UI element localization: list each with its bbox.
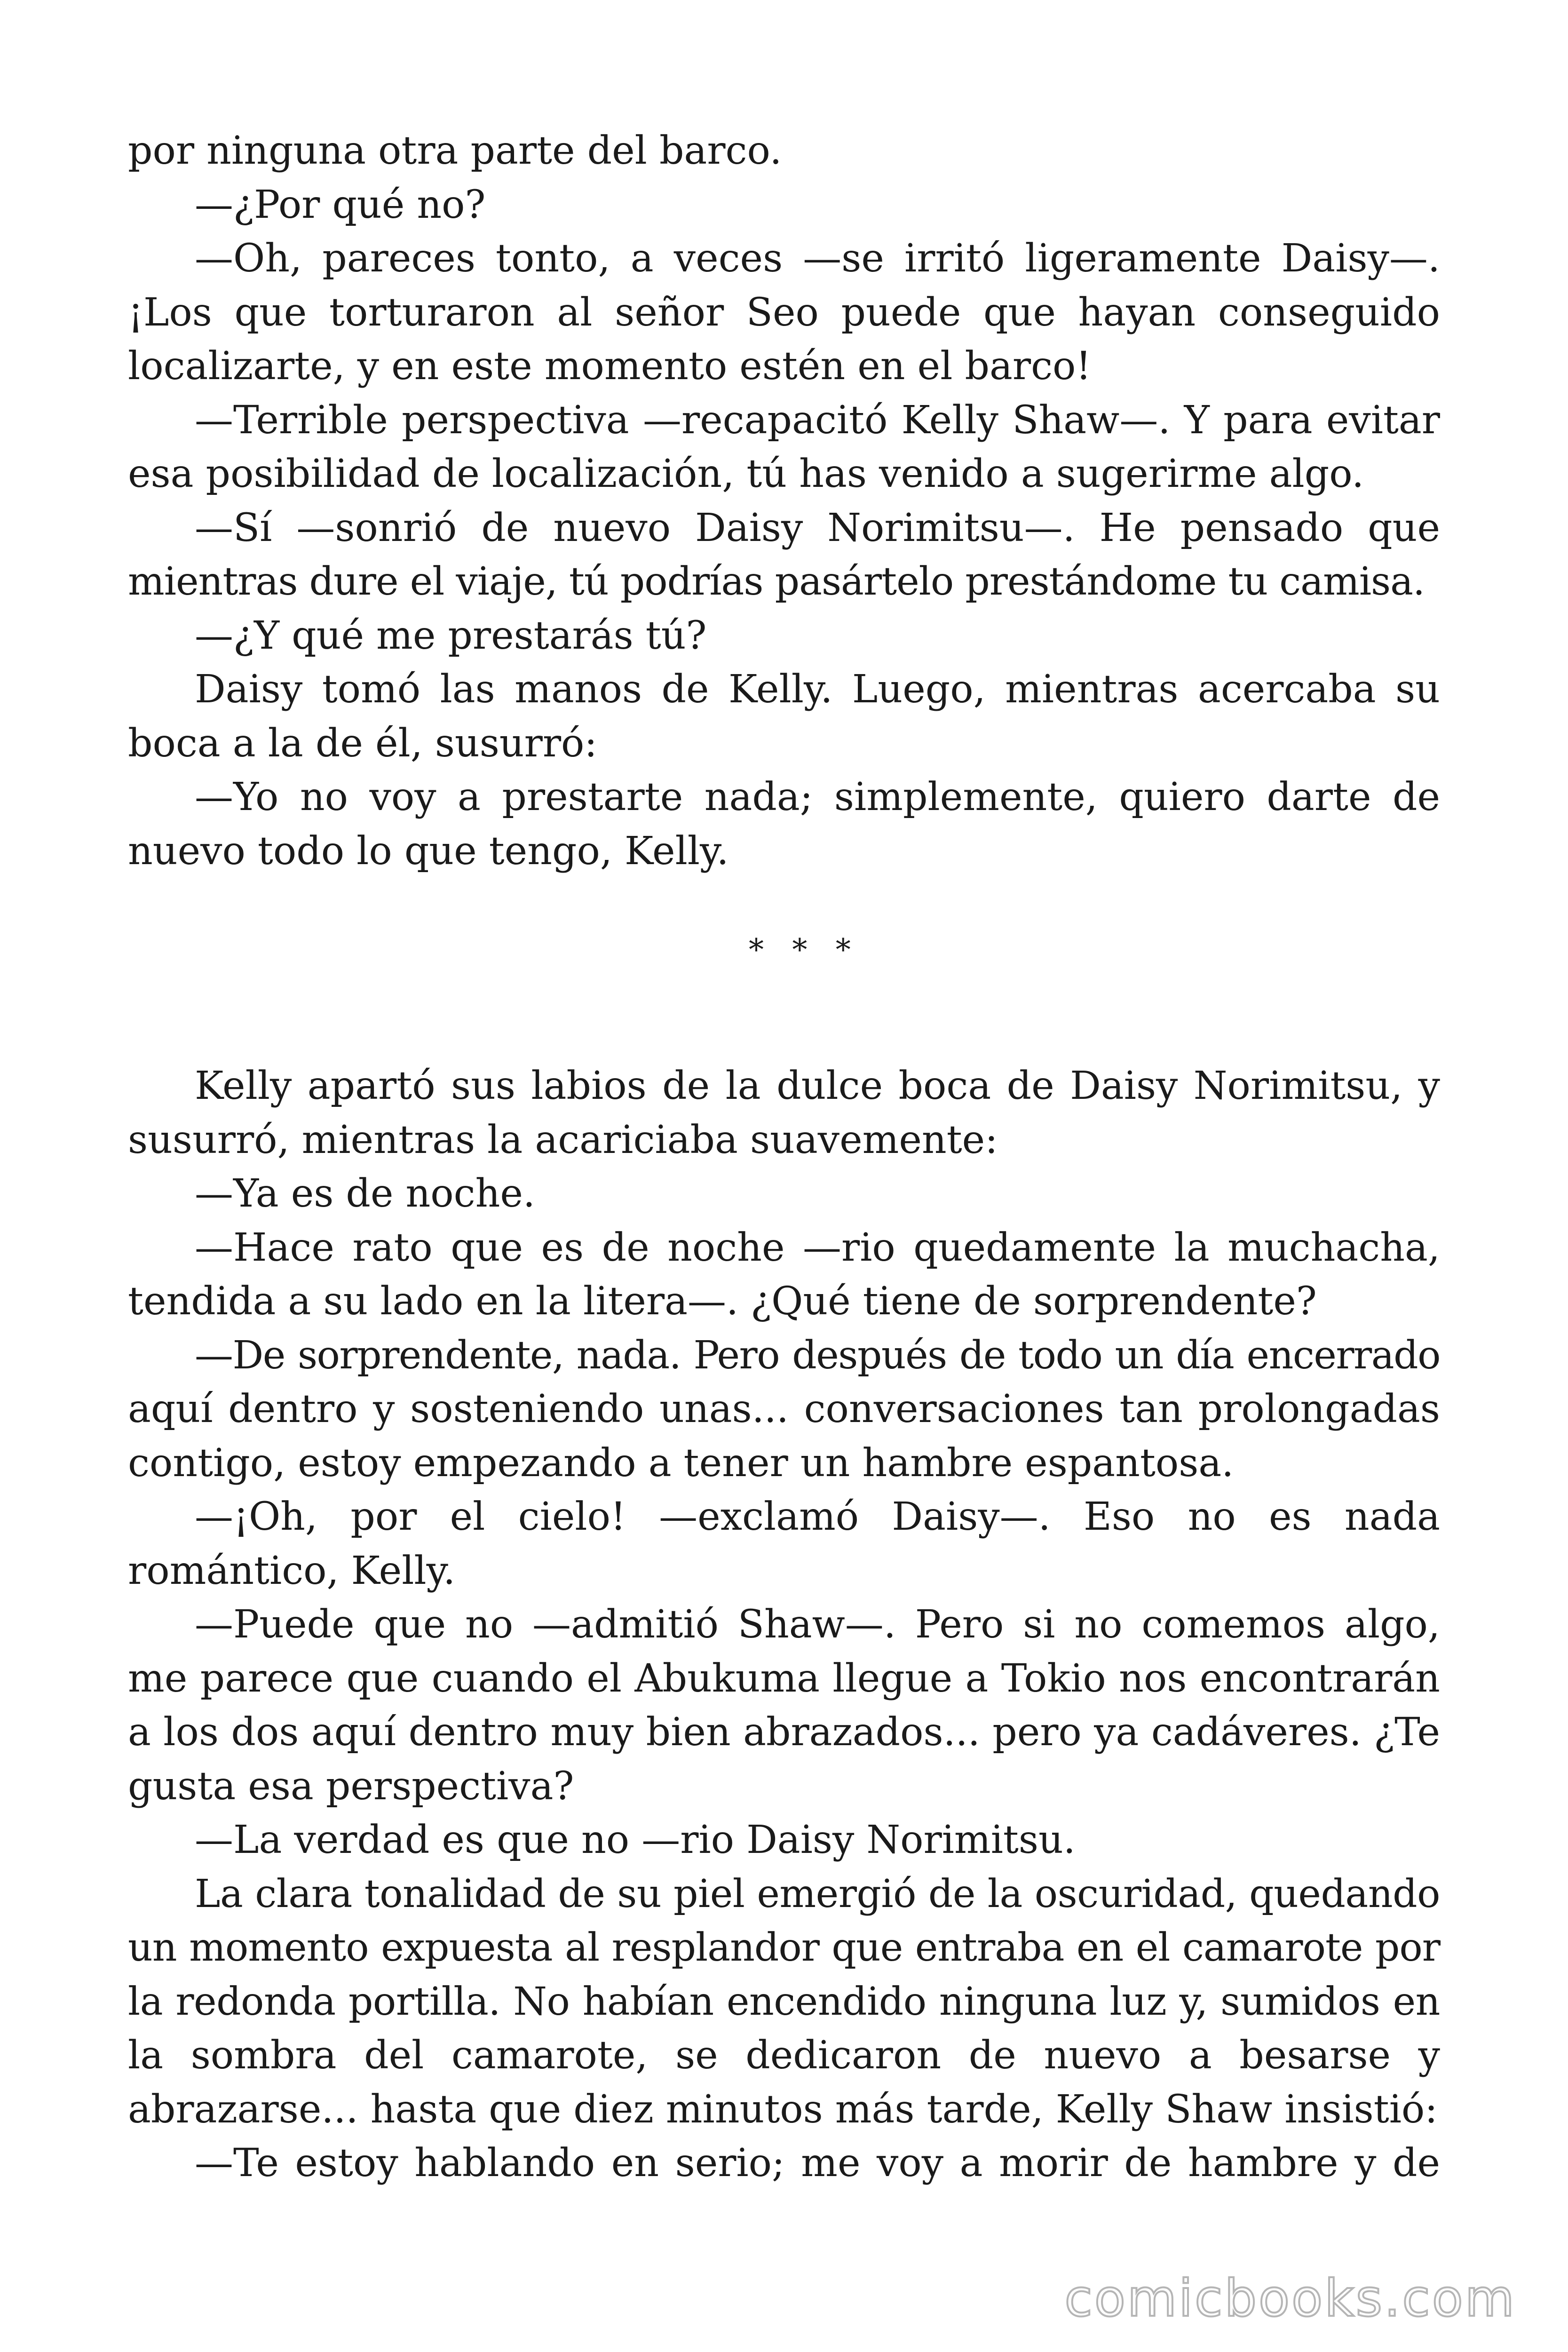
text-line: ¡Los que torturaron al señor Seo puede que hayan conseguido [128,290,1440,335]
text-line: un momento expuesta al resplandor que entraba en el camarote por [128,1925,1440,1970]
text-line: boca a la de él, susurró: [128,721,598,766]
text-line: localizarte, y en este momento estén en el barco! [128,344,1092,389]
text-line: la sombra del camarote, se dedicaron de nuevo a besarse y [128,2033,1440,2078]
text-line: por ninguna otra parte del barco. [128,128,782,173]
text-line: —Sí —sonrió de nuevo Daisy Norimitsu—. He pensado que [195,505,1440,550]
text-line: esa posibilidad de localización, tú has venido a sugerirme algo. [128,452,1364,496]
text-line: —Hace rato que es de noche —rio quedamente la muchacha, [195,1225,1440,1270]
text-line: a los dos aquí dentro muy bien abrazados... pero ya cadáveres. ¿Te [128,1710,1440,1755]
text-line: —¿Y qué me prestarás tú? [195,613,707,658]
text-line: la redonda portilla. No habían encendido ninguna luz y, sumidos en [128,1979,1440,2024]
text-line: abrazarse... hasta que diez minutos más tarde, Kelly Shaw insistió: [128,2087,1438,2132]
text-line: susurró, mientras la acariciaba suavemente: [128,1117,998,1162]
text-line: —Yo no voy a prestarte nada; simplemente, quiero darte de [195,775,1440,819]
text-line: —La verdad es que no —rio Daisy Norimitsu. [195,1818,1076,1862]
scene-break: * * * [749,933,860,968]
text-line: —Terrible perspectiva —recapacitó Kelly Shaw—. Y para evitar [195,397,1440,443]
text-line: —Puede que no —admitió Shaw—. Pero si no comemos algo, [195,1602,1440,1647]
text-line: romántico, Kelly. [128,1548,456,1593]
text-line: mientras dure el viaje, tú podrías pasártelo prestándome tu camisa. [128,559,1425,604]
text-line: Daisy tomó las manos de Kelly. Luego, mientras acercaba su [195,667,1440,712]
text-line: gusta esa perspectiva? [128,1764,574,1809]
text-section-1 [128,124,1440,878]
text-line: La clara tonalidad de su piel emergió de la oscuridad, quedando [195,1871,1440,1916]
text-line: —Ya es de noche. [195,1171,535,1216]
text-line: —De sorprendente, nada. Pero después de todo un día encerrado [195,1333,1440,1378]
text-line: aquí dentro y sosteniendo unas... conversaciones tan prolongadas [128,1387,1440,1431]
text-line: contigo, estoy empezando a tener un hambre espantosa. [128,1440,1234,1486]
watermark-logo: comicbooks.com [1064,2269,1516,2328]
text-section-2 [128,1059,1440,2191]
text-line: me parece que cuando el Abukuma llegue a Tokio nos encontrarán [128,1656,1440,1701]
text-line: —Te estoy hablando en serio; me voy a morir de hambre y de [195,2141,1440,2185]
text-line: nuevo todo lo que tengo, Kelly. [128,828,729,874]
text-line: —Oh, pareces tonto, a veces —se irritó ligeramente Daisy—. [195,236,1440,281]
text-line: Kelly apartó sus labios de la dulce boca de Daisy Norimitsu, y [195,1064,1440,1108]
text-line: tendida a su lado en la litera—. ¿Qué tiene de sorprendente? [128,1279,1317,1324]
text-line: —¡Oh, por el cielo! —exclamó Daisy—. Eso no es nada [195,1494,1440,1539]
text-line: —¿Por qué no? [195,182,486,227]
